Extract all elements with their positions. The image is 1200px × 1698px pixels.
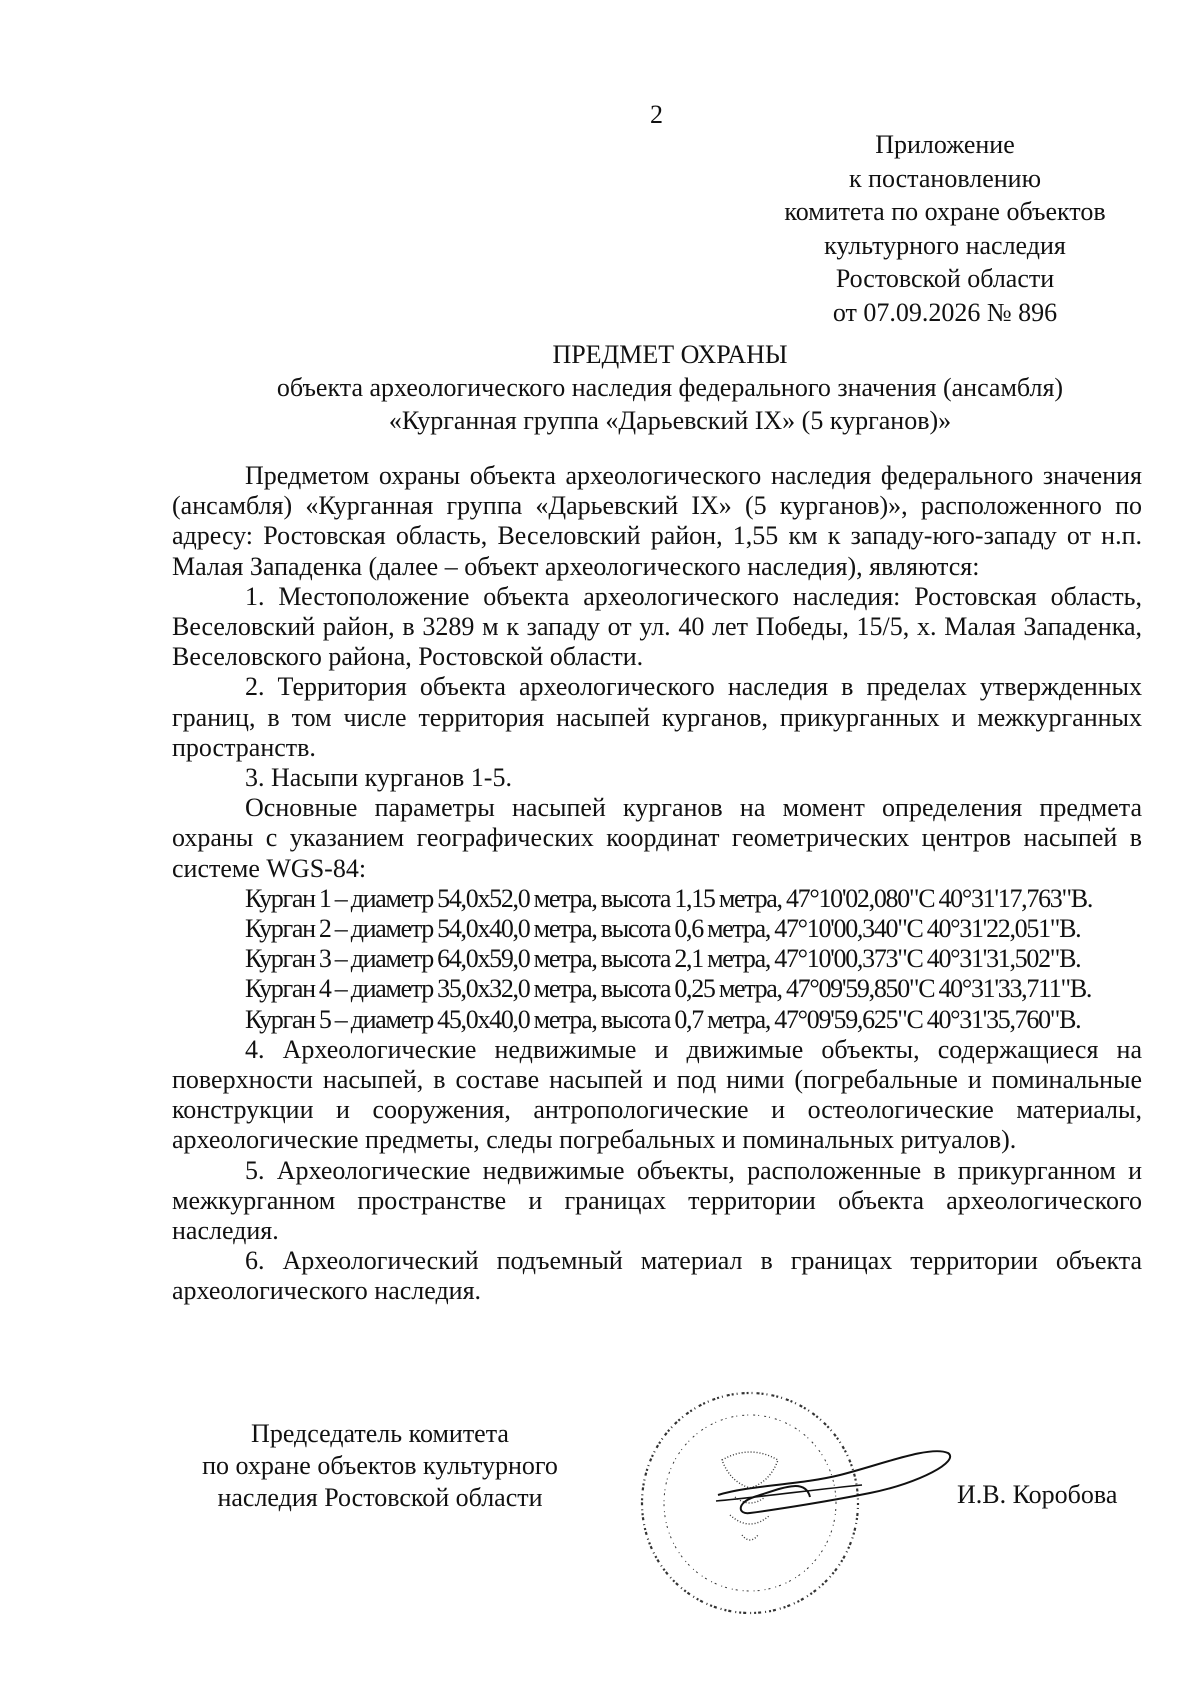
seal-and-signature [630, 1385, 960, 1625]
official-seal [642, 1393, 858, 1613]
signer-position [160, 1418, 600, 1514]
mound-line: Курган 2 – диаметр 54,0х40,0 метра, высота 0,6 метра, 47°10'00,340"С 40°31'22,051"В. [245, 914, 1081, 944]
appendix-line: комитета по охране объектов [784, 197, 1106, 226]
document-body [172, 461, 1142, 1307]
appendix-line: культурного наследия [824, 230, 1066, 260]
appendix-line: Ростовской области [835, 264, 1055, 293]
item-2: 2. Территория объекта археологического наследия в пределах утвержденных границ, в том числе территория насыпей курганов, прикурганных и межкурганных пространств. [172, 672, 1142, 762]
appendix-header [760, 128, 1130, 329]
params-intro: Основные параметры насыпей курганов на момент определения предмета охраны с указанием географических координат геометрических центров насыпей в системе WGS-84: [172, 793, 1142, 883]
item-3: 3. Насыпи курганов 1-5. [245, 763, 512, 793]
appendix-line: к постановлению [848, 163, 1042, 193]
title-heading: ПРЕДМЕТ ОХРАНЫ [552, 340, 788, 369]
appendix-date-number: от 07.09.2026 № 896 [832, 297, 1058, 327]
mound-line: Курган 3 – диаметр 64,0х59,0 метра, высота 2,1 метра, 47°10'00,373"С 40°31'31,502"В. [245, 944, 1081, 974]
title-object-name: «Курганная группа «Дарьевский IX» (5 курганов)» [388, 406, 952, 435]
item-1: 1. Местоположение объекта археологического наследия: Ростовская область, Веселовский район, в 3289 м к западу от ул. 40 лет Победы, 15/5, х. Малая Западенка, Веселовского района, Ростовской области. [172, 581, 1142, 672]
document-title [170, 338, 1170, 437]
mound-line: Курган 1 – диаметр 54,0х52,0 метра, высота 1,15 метра, 47°10'02,080"С 40°31'17,763"В. [245, 883, 1093, 913]
item-5: 5. Археологические недвижимые объекты, расположенные в прикурганном и межкурганном пространстве и границах территории объекта археологического наследия. [172, 1155, 1142, 1246]
title-subline: объекта археологического наследия федерального значения (ансамбля) [276, 373, 1064, 402]
signer-position-line: по охране объектов культурного [202, 1451, 558, 1480]
signer-position-line: наследия Ростовской области [217, 1483, 543, 1512]
signer-position-line: Председатель комитета [251, 1419, 509, 1448]
mound-line: Курган 5 – диаметр 45,0х40,0 метра, высота 0,7 метра, 47°09'59,625"С 40°31'35,760"В. [245, 1004, 1081, 1034]
item-6: 6. Археологический подъемный материал в границах территории объекта археологического наследия. [172, 1246, 1142, 1306]
item-4: 4. Археологические недвижимые и движимые объекты, содержащиеся на поверхности насыпей, в составе насыпей и под ними (погребальные и поминальные конструкции и сооружения, антропологические и остеологические материалы, археологические предметы, следы погребальных и поминальных ритуалов). [172, 1034, 1142, 1155]
intro-paragraph: Предметом охраны объекта археологического наследия федерального значения (ансамбля) «Курганная группа «Дарьевский IX» (5 курганов)», расположенного по адресу: Ростовская область, Веселовский район, 1,55 км к западу-юго-западу от н.п. Малая Западенка (далее – объект археологического наследия), являются: [172, 461, 1142, 581]
mound-line: Курган 4 – диаметр 35,0х32,0 метра, высота 0,25 метра, 47°09'59,850"С 40°31'33,711"В. [245, 974, 1092, 1004]
page-number: 2 [650, 100, 663, 129]
appendix-line: Приложение [875, 130, 1015, 159]
signer-name: И.В. Коробова [957, 1480, 1118, 1509]
mound-list [172, 884, 1142, 1035]
